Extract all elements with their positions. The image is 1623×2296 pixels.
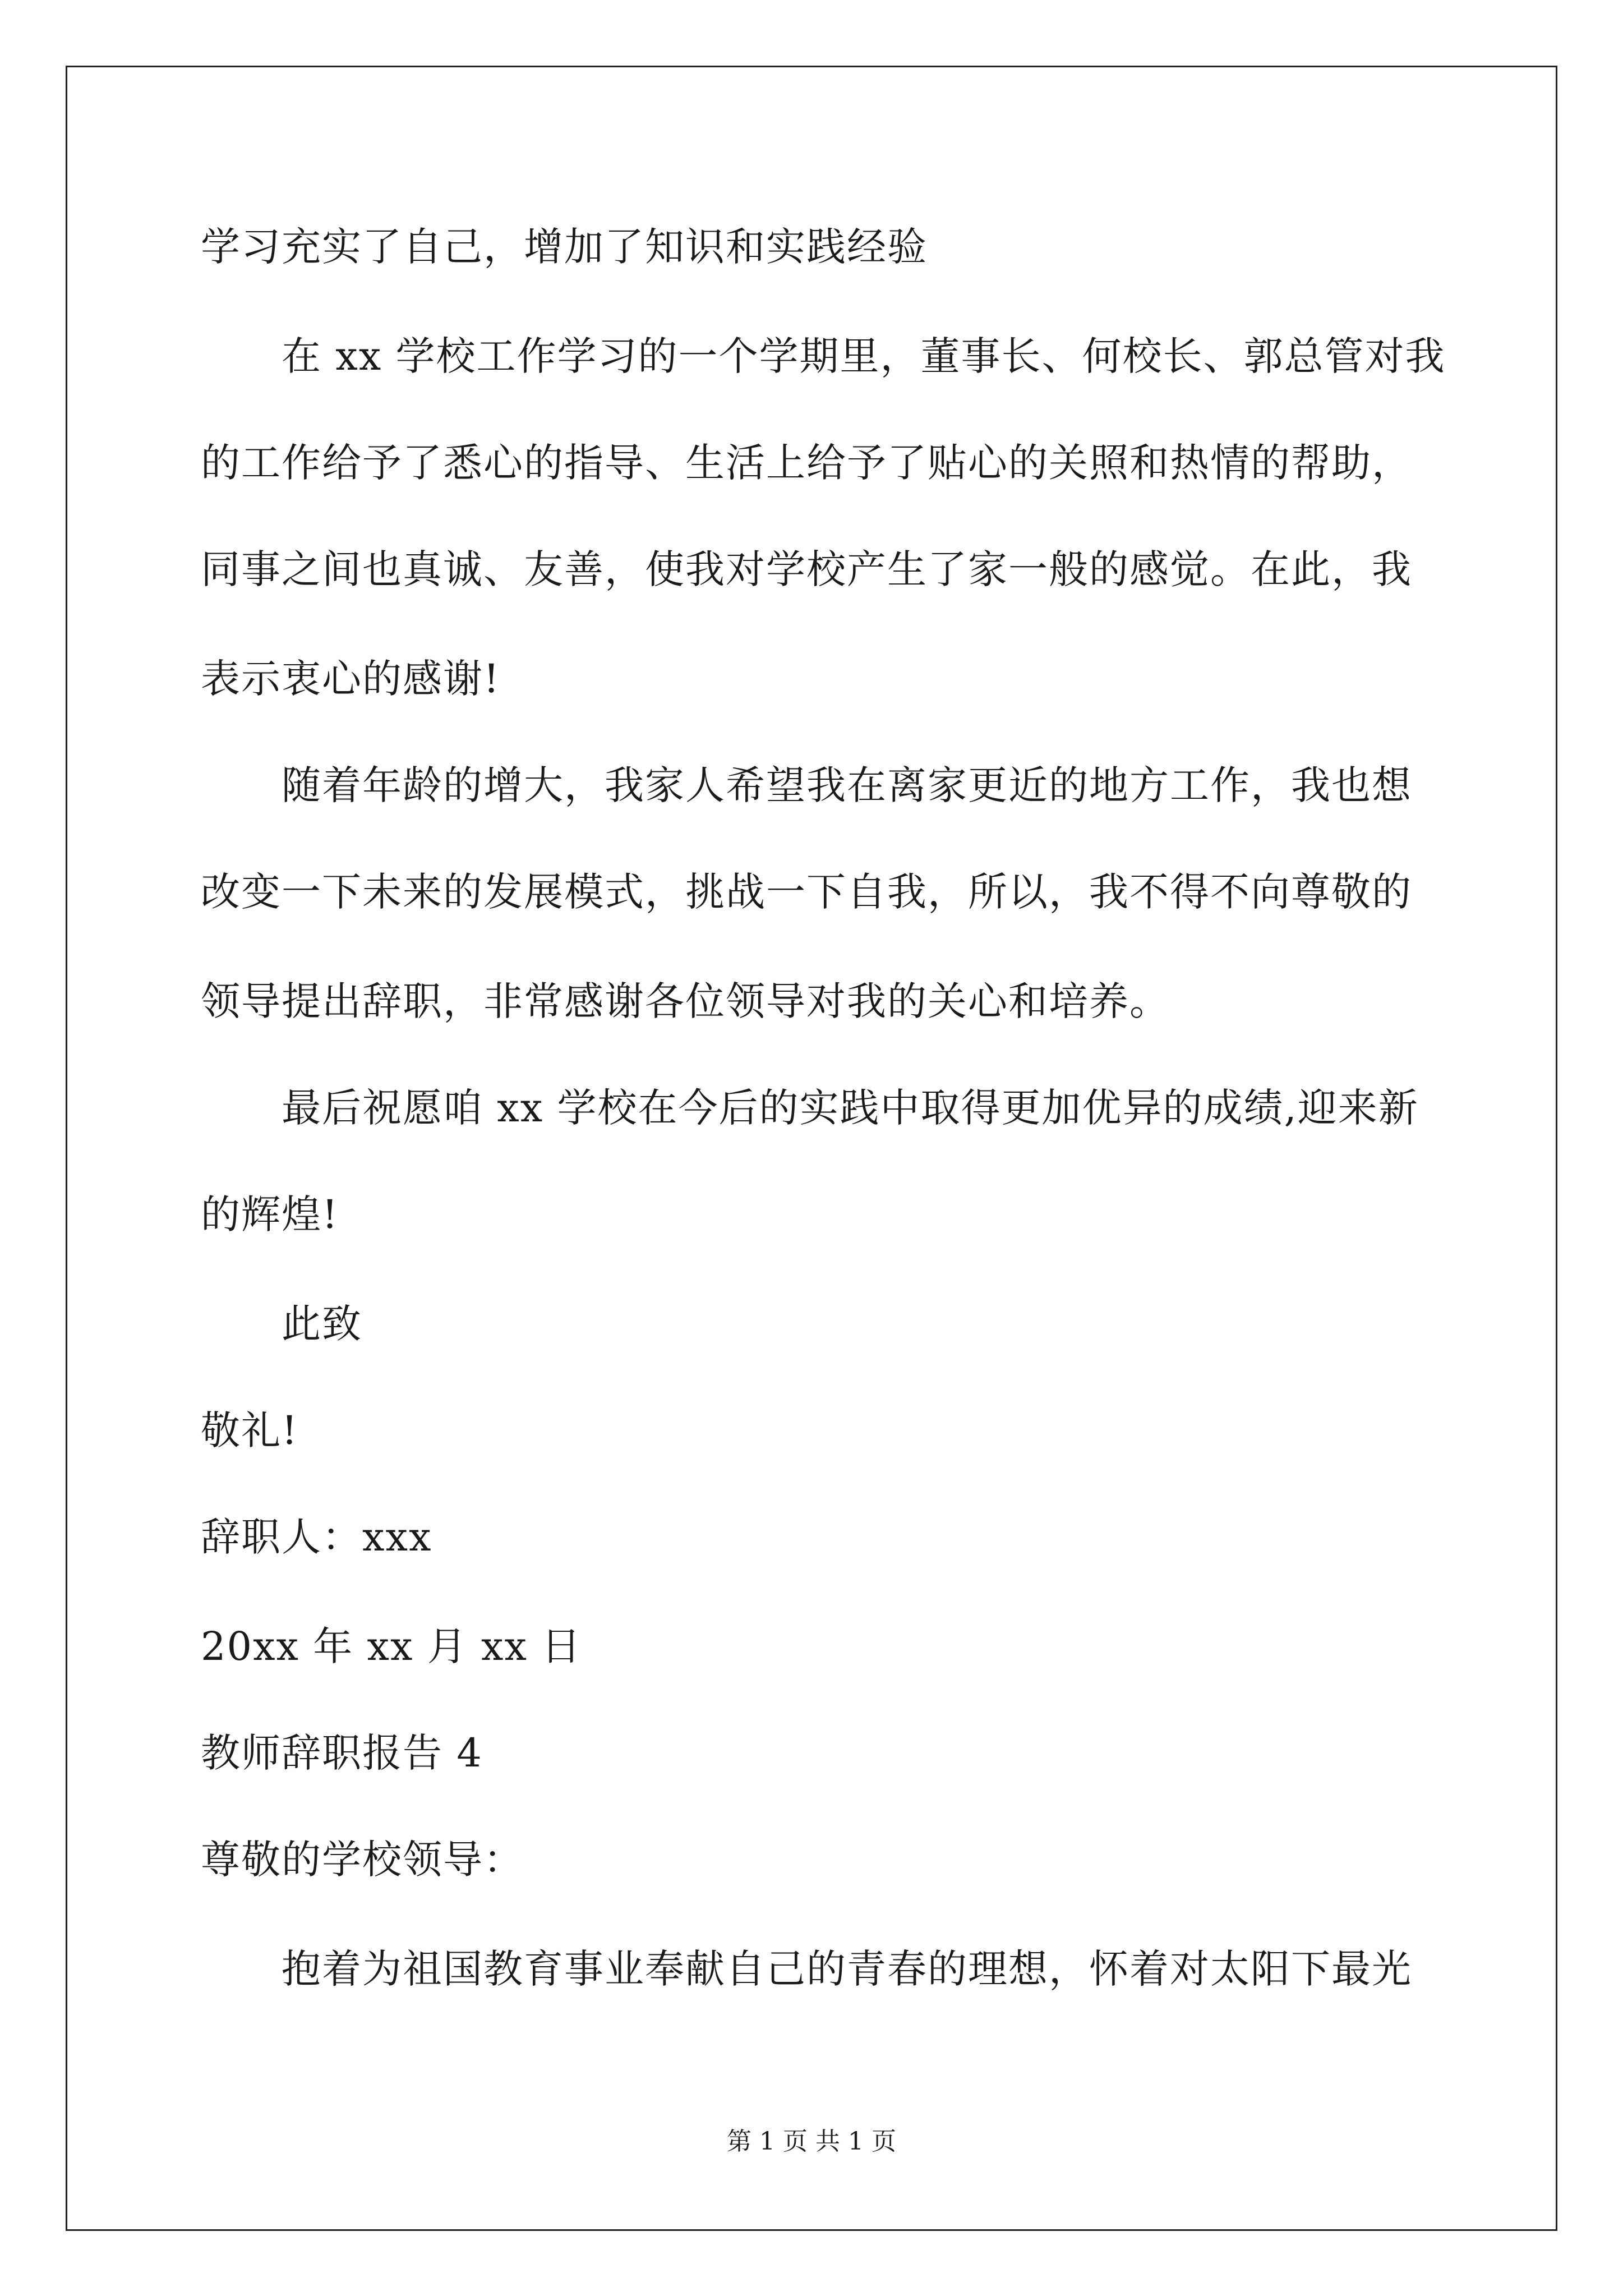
text-line: 表示衷心的感谢! bbox=[201, 656, 501, 702]
text-line: 随着年龄的增大，我家人希望我在离家更近的地方工作，我也想 bbox=[282, 762, 1412, 808]
page-footer: 第 1 页 共 1 页 bbox=[727, 2127, 896, 2156]
date-line: 20xx 年 xx 月 xx 日 bbox=[201, 1623, 582, 1669]
section-title: 教师辞职报告 4 bbox=[201, 1730, 483, 1776]
salutation-regards: 敬礼! bbox=[201, 1407, 299, 1453]
salutation-closing: 此致 bbox=[282, 1301, 362, 1347]
text-line: 的辉煌! bbox=[201, 1191, 339, 1237]
text-line: 同事之间也真诚、友善，使我对学校产生了家一般的感觉。在此，我 bbox=[201, 546, 1412, 592]
text-line: 抱着为祖国教育事业奉献自己的青春的理想，怀着对太阳下最光 bbox=[282, 1946, 1412, 1992]
greeting-line: 尊敬的学校领导： bbox=[201, 1837, 524, 1883]
text-line: 改变一下未来的发展模式，挑战一下自我，所以，我不得不向尊敬的 bbox=[201, 869, 1412, 915]
text-line: 在 xx 学校工作学习的一个学期里，董事长、何校长、郭总管对我 bbox=[282, 333, 1446, 379]
text-line: 的工作给予了悉心的指导、生活上给予了贴心的关照和热情的帮助， bbox=[201, 440, 1412, 486]
text-line: 领导提出辞职，非常感谢各位领导对我的关心和培养。 bbox=[201, 978, 1170, 1024]
signature-line: 辞职人：xxx bbox=[201, 1514, 432, 1560]
text-line: 学习充实了自己，增加了知识和实践经验 bbox=[201, 224, 928, 270]
page-border bbox=[66, 66, 1557, 2231]
text-line: 最后祝愿咱 xx 学校在今后的实践中取得更加优异的成绩,迎来新 bbox=[282, 1085, 1419, 1131]
